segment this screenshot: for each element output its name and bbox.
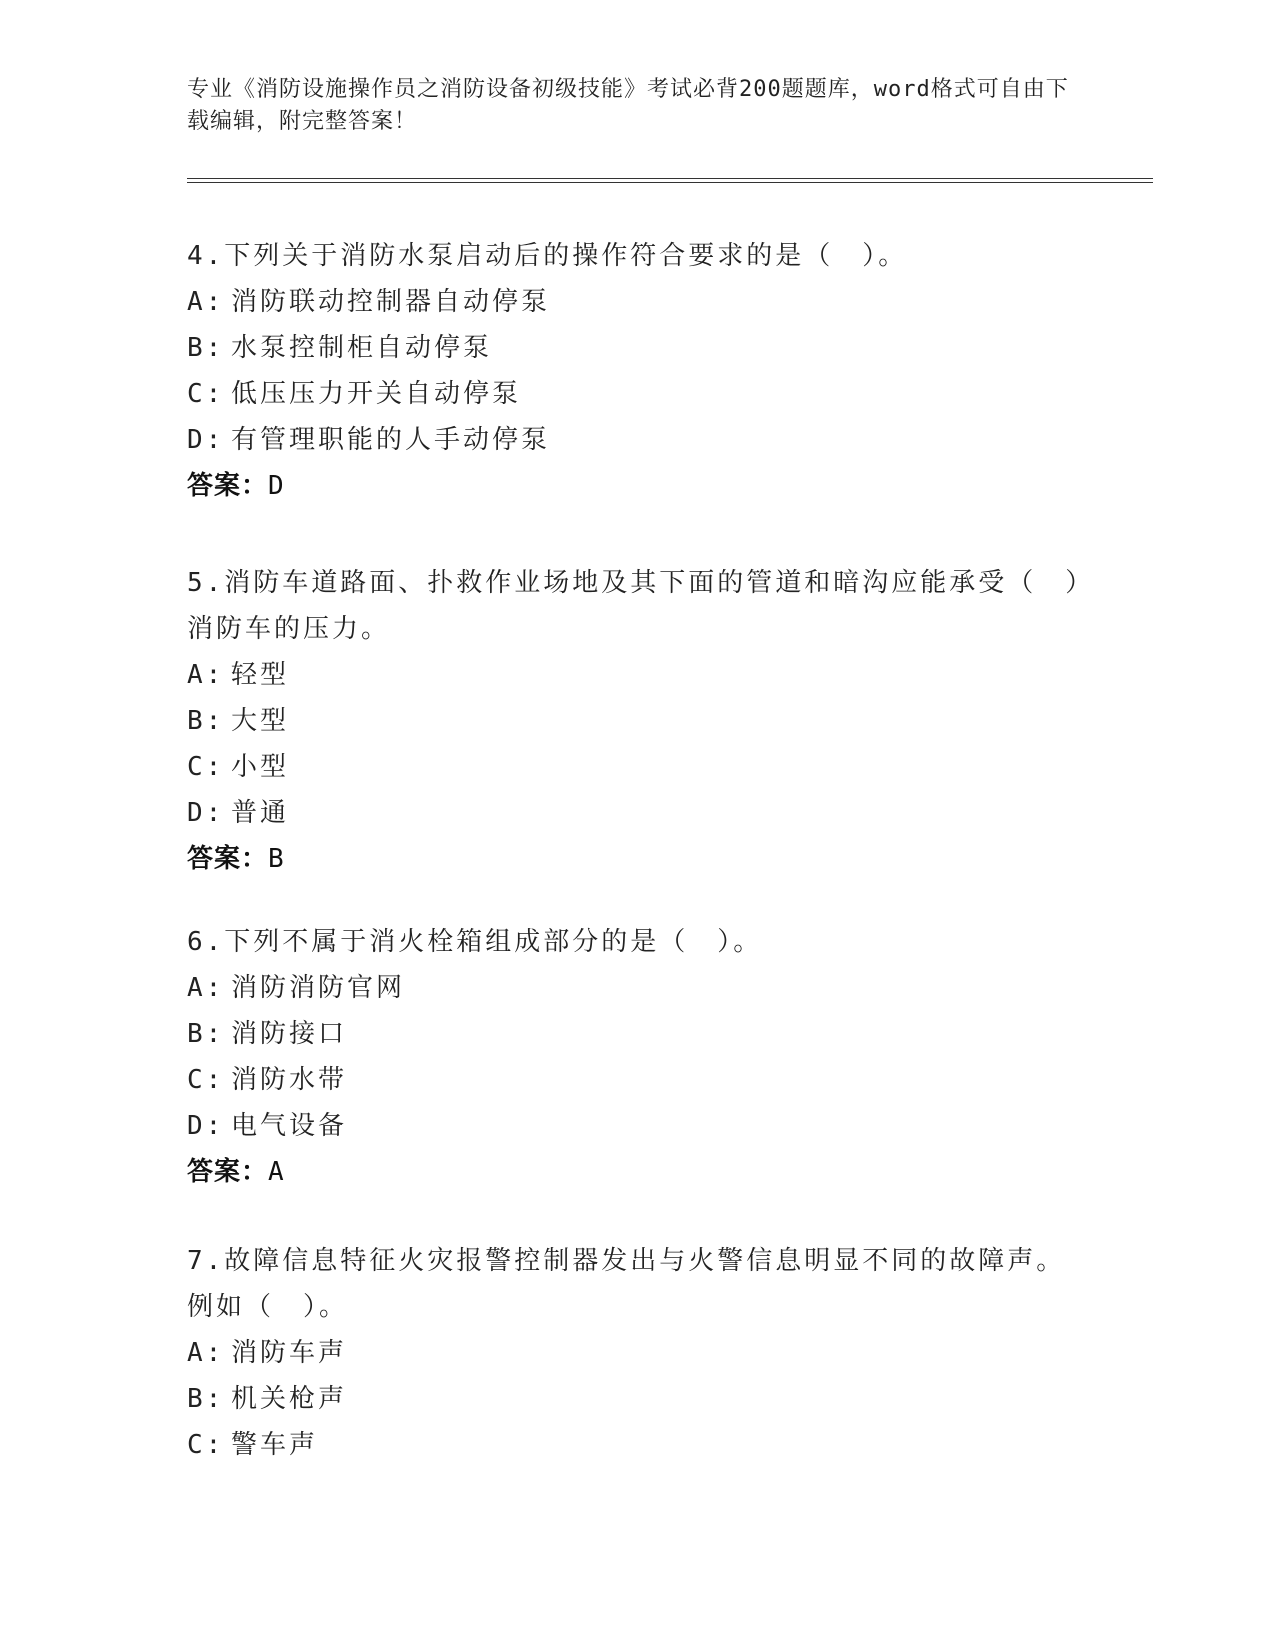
answer-line [187,1149,1087,1195]
option-key: A: [187,1338,225,1368]
document-header: 专业《消防设施操作员之消防设备初级技能》考试必背200题题库，word格式可自由下载编辑，附完整答案！ [187,77,1069,134]
answer-label: 答案： [187,1157,269,1187]
option-b [187,325,1087,371]
option-text: 有管理职能的人手动停泵 [231,425,551,455]
option-a [187,965,1087,1011]
question-5 [187,560,1087,882]
header-divider [187,178,1153,179]
option-text: 消防水带 [231,1065,348,1095]
option-key: A: [187,660,225,690]
option-text: 普通 [231,798,290,828]
option-c [187,1057,1087,1103]
option-c [187,1422,1087,1468]
option-key: B: [187,706,225,736]
option-a [187,279,1087,325]
option-key: D: [187,425,225,455]
option-text: 小型 [231,752,290,782]
answer-line [187,836,1087,882]
option-b [187,698,1087,744]
option-key: D: [187,798,225,828]
option-a [187,652,1087,698]
option-text: 消防联动控制器自动停泵 [231,287,551,317]
option-text: 消防消防官网 [231,973,406,1003]
answer-label: 答案： [187,471,269,501]
option-key: C: [187,752,225,782]
option-key: B: [187,1384,225,1414]
option-d [187,790,1087,836]
option-text: 大型 [231,706,290,736]
question-stem: 6.下列不属于消火栓箱组成部分的是（ ）。 [187,927,763,957]
option-key: C: [187,1065,225,1095]
option-key: D: [187,1111,225,1141]
option-d [187,1103,1087,1149]
answer-value: A [268,1157,285,1187]
option-text: 电气设备 [231,1111,348,1141]
question-stem: 5.消防车道路面、扑救作业场地及其下面的管道和暗沟应能承受（ ）消防车的压力。 [187,568,1082,644]
option-b [187,1011,1087,1057]
option-key: B: [187,333,225,363]
option-text: 机关枪声 [231,1384,348,1414]
option-key: A: [187,973,225,1003]
option-key: A: [187,287,225,317]
option-text: 消防接口 [231,1019,348,1049]
option-key: C: [187,1430,225,1460]
question-stem: 7.故障信息特征火灾报警控制器发出与火警信息明显不同的故障声。例如（ ）。 [187,1246,1066,1322]
option-a [187,1330,1087,1376]
question-7 [187,1238,1087,1468]
option-b [187,1376,1087,1422]
header-divider-secondary [187,182,1153,183]
option-d [187,417,1087,463]
answer-line [187,463,1087,509]
answer-value: B [268,844,285,874]
option-key: B: [187,1019,225,1049]
option-text: 水泵控制柜自动停泵 [231,333,493,363]
option-text: 低压压力开关自动停泵 [231,379,522,409]
option-key: C: [187,379,225,409]
option-c [187,744,1087,790]
option-text: 警车声 [231,1430,319,1460]
option-text: 消防车声 [231,1338,348,1368]
option-text: 轻型 [231,660,290,690]
answer-value: D [268,471,285,501]
option-c [187,371,1087,417]
question-stem: 4.下列关于消防水泵启动后的操作符合要求的是（ ）。 [187,241,908,271]
answer-label: 答案： [187,844,269,874]
question-4 [187,233,1087,509]
question-6 [187,919,1087,1195]
